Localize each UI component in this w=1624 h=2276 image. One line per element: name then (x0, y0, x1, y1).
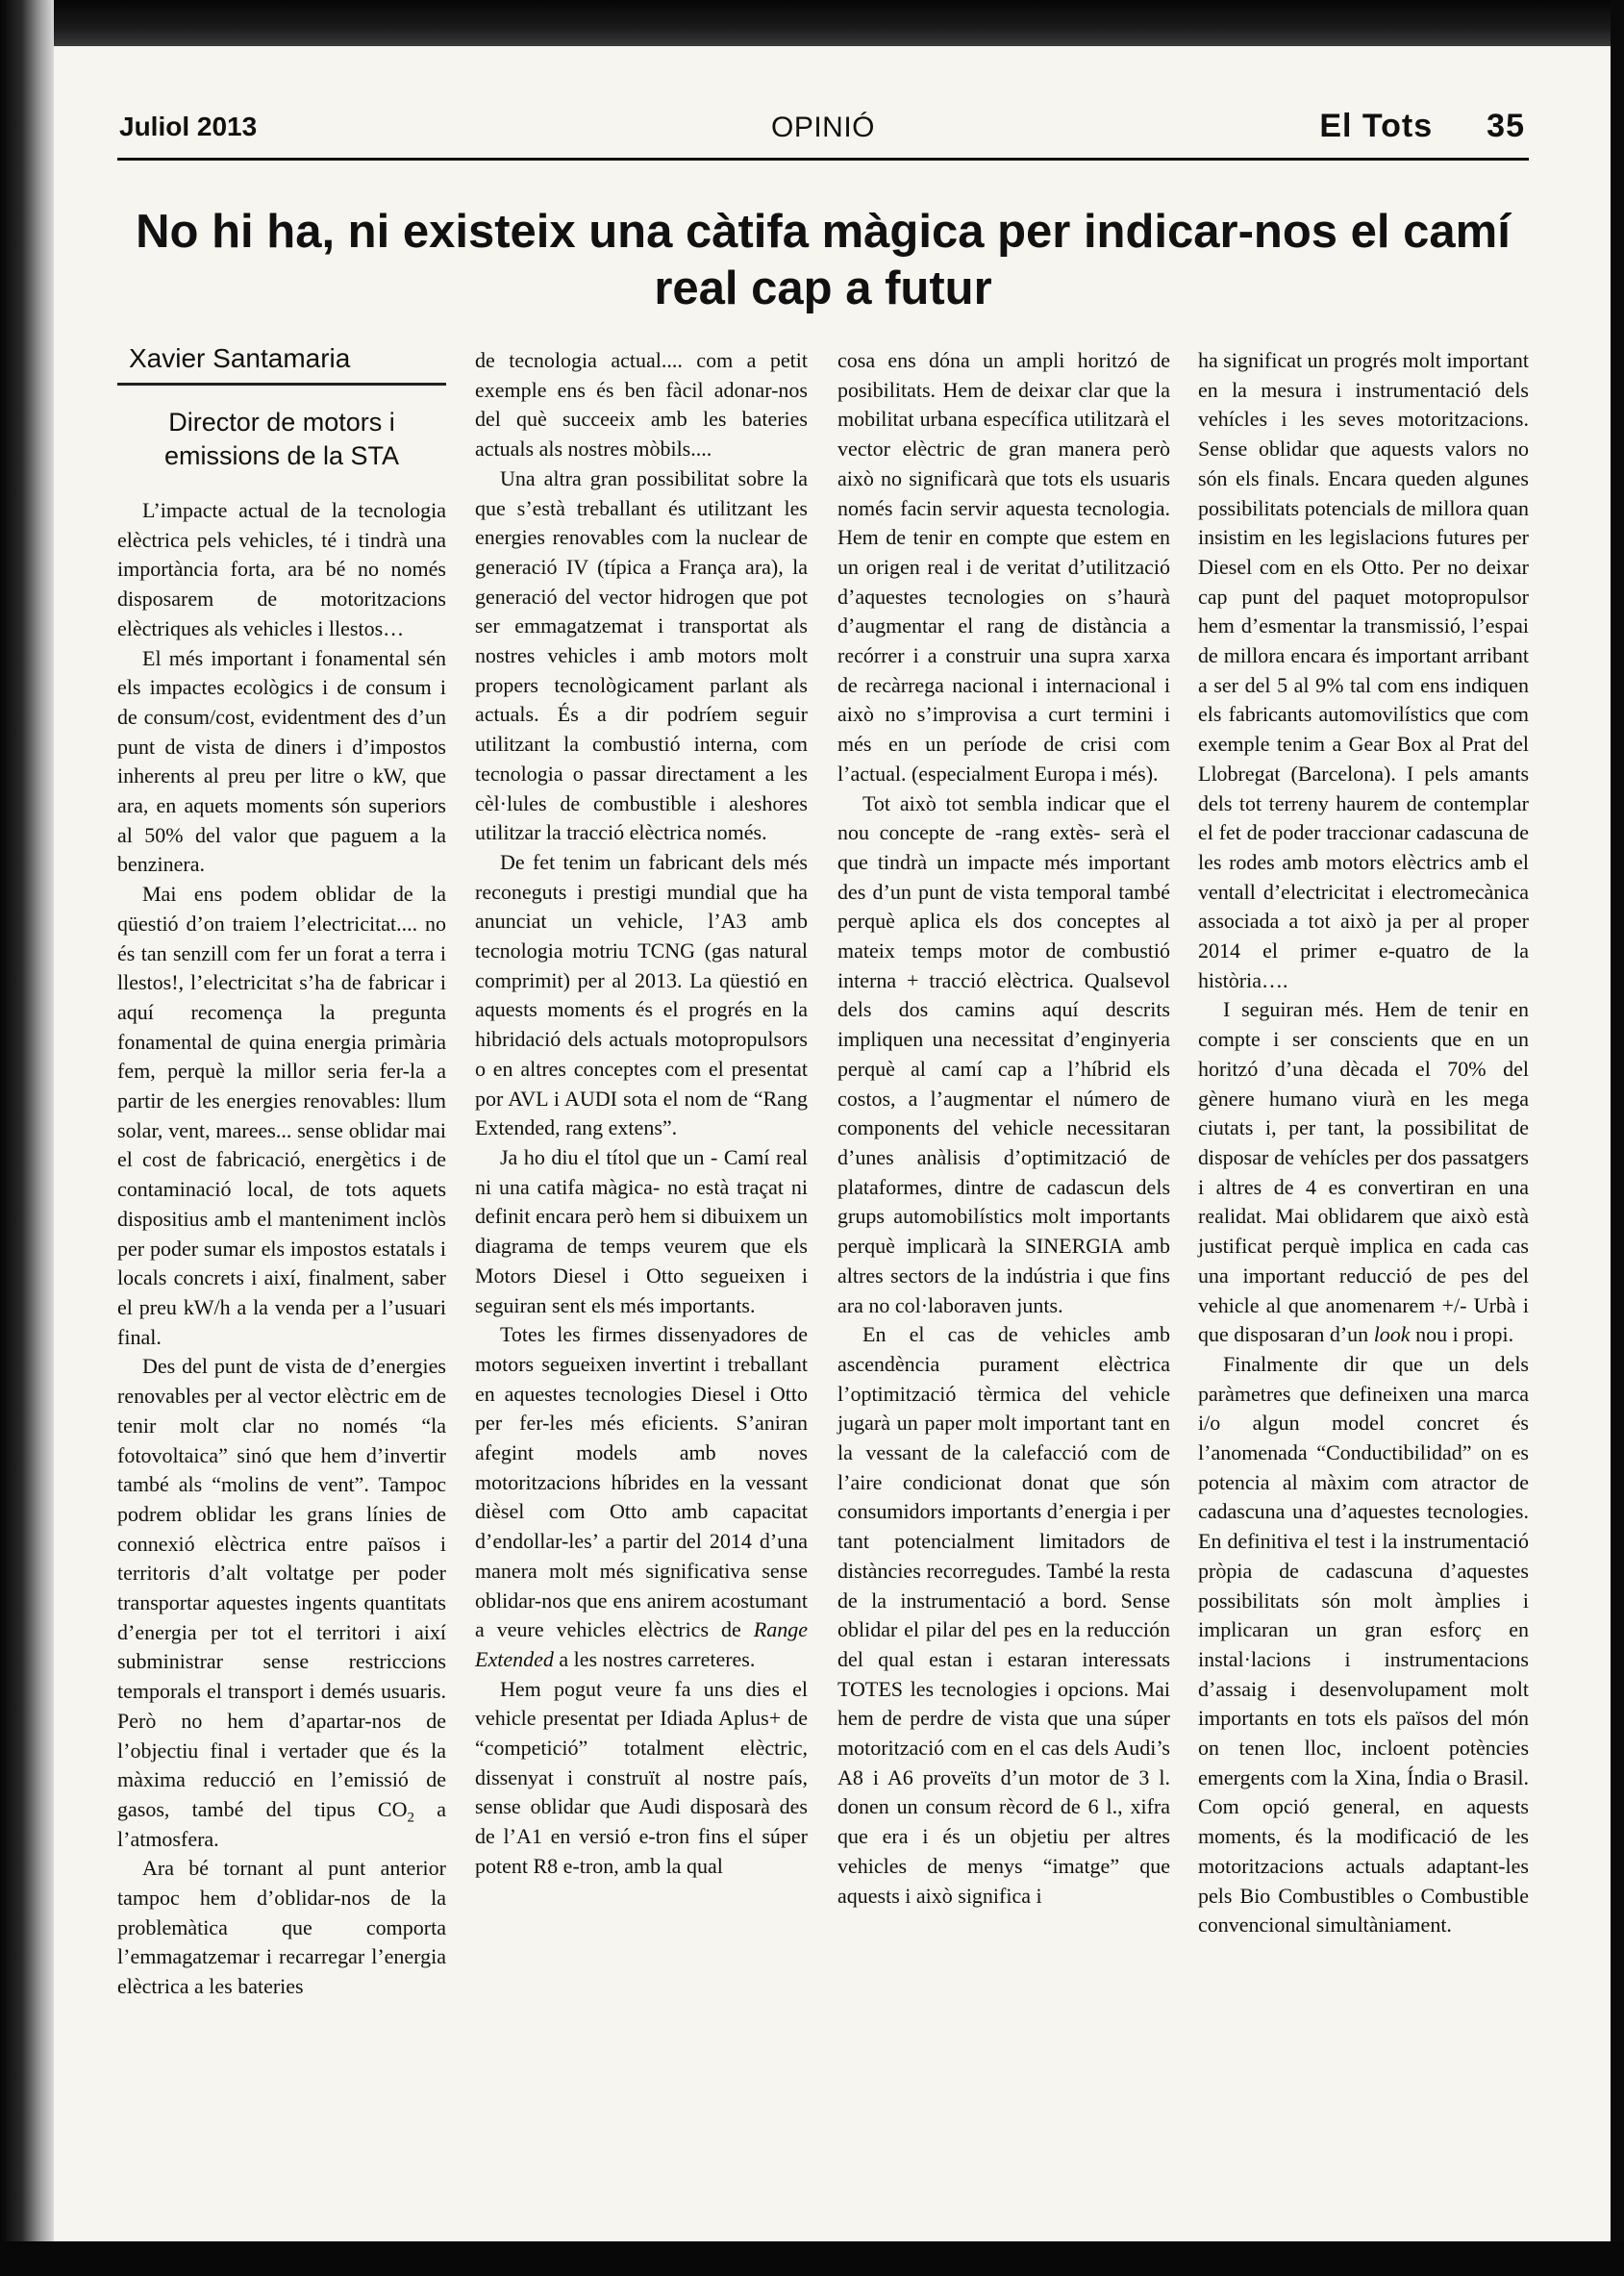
author-name: Xavier Santamaria (129, 343, 351, 373)
paragraph: L’impacte actual de la tecnologia elèctrica pels vehicles, té i tindrà una importància forta, ara bé no només disposarem de motoritzacions elèctriques als vehicles i llestos… (117, 498, 446, 640)
paragraph-text: Totes les firmes dissenyadores de motors segueixen invertint i treballant en aquestes tecnologies Diesel i Otto per fer-les més eficients. S’aniran afegint models amb noves motoritzacions híbrides en la vessant dièsel com Otto amb capacitat d’endollar-les’ a partir del 2014 d’una manera molt més significativa sense oblidar-nos que ens anirem acostumant a veure vehicles elèctrics de (475, 1322, 808, 1642)
paragraph: De fet tenim un fabricant dels més reconeguts i prestigi mundial que ha anunciat un vehicle, l’A3 amb tecnologia motriu TCNG (gas natural comprimit) per al 2013. La qüestió en aquests moments és el progrés en la hibridació dels actuals motopropulsors o en altres conceptes com el presentat por AVL i AUDI sota el nom de “Rang Extended, rang extens”. (475, 849, 808, 1140)
scan-border-right (1611, 0, 1624, 2276)
author-role: Director de motors i emissions de la STA (163, 408, 400, 471)
paragraph-text: Des del punt de vista de d’energies renovables per al vector elèctric em de tenir molt clar no només “la fotovoltaica” sinó que hem d’invertir també als “molins de vent”. Tampoc podrem oblidar les grans línies de connexió elèctrica entre països i territoris d’alt voltatge per poder transportar aquestes ingents quantitats d’energia per tot el territori i així subministrar sense restriccions temporals el transport i demés usuaris. Però no hem d’apartar-nos de l’objectiu final i vertader que és la màxima reducció en l’emissió de gasos, també del tipus CO (117, 1354, 446, 1821)
byline (117, 342, 446, 386)
paragraph-text: a les nostres carreteres. (553, 1646, 756, 1671)
article-column-2 (475, 346, 808, 1882)
paragraph: Tot això tot sembla indicar que el nou concepte de -rang extès- serà el que tindrà un impacte més important des d’un punt de vista temporal també perquè aplica els dos conceptes al mateix temps motor de combustió interna + tracció elèctrica. Qualsevol dels dos camins aquí descrits impliquen una necessitat d’enginyeria perquè al camí cap a l’híbrid els costos, a l’augmentar el número de components del vehicle necessitaran d’unes anàlisis d’optimització de plataformes, dintre de cadascun dels grups automobilístics molt importants perquè implicarà la SINERGIA amb altres sectors de la indústria i que fins ara no col·laboraven junts. (837, 790, 1170, 1317)
paragraph-text: I seguiran més. Hem de tenir en compte i ser conscients que en un horitzó d’una dècada el 70% del gènere humano viurà en les mega ciutats i, per tant, la possibilitat de disposar de vehícles per dos passatgers i altres de 4 es convertiran en una realidat. Mai oblidarem que això està justificat perquè implica en cada cas una important reducció de pes del vehicle al que anomenarem +/- Urbà i que disposaran d’un (1198, 997, 1529, 1347)
paragraph-text: a l’atmosfera. (117, 1796, 447, 1851)
article-headline: No hi ha, ni existeix una càtifa màgica per indicar-nos el camí real cap a futur (136, 206, 1511, 314)
paragraph: Finalmente dir que un dels paràmetres que defineixen una marca i/o algun model concret és l’anomenada “Conductibilidad” on es potencia al màxim com atractor de cadascuna una d’aquestes tecnologies. En definitiva el test i la instrumentació pròpia de cadascuna d’aquestes possibilitats són molt àmplies i implicaran un gran esforç en instal·lacions i instrumentacions d’assaig i desenvolupament molt importants en tots els països del món on tenen lloc, incloent potències emergents com la Xina, Índia o Brasil. Com opció general, en aquests moments, és la modificació de les motoritzacions actuals adaptant-les pels Bio Combustibles o Combustible convencional simultàniament. (1198, 1351, 1529, 1938)
paragraph: Una altra gran possibilitat sobre la que s’està treballant és utilitzant les energies renovables com la nuclear de generació IV (típica a França ara), la generació del vector hidrogen que pot ser emmagatzemat i transportat als nostres vehicles i amb motors molt propers tecnològicament parlant als actuals. És a dir podríem seguir utilitzant la combustió interna, com tecnologia o passar directament a les cèl·lules de combustible i aleshores utilitzar la tracció elèctrica només. (475, 465, 808, 845)
paragraph: Hem pogut veure fa uns dies el vehicle presentat per Idiada Aplus+ de “competició” totalment elèctric, dissenyat i construït al nostre país, sense oblidar que Audi disposarà des de l’A1 en versió e-tron fins el súper potent R8 e-tron, amb la qual (475, 1676, 808, 1878)
paragraph: Mai ens podem oblidar de la qüestió d’on traiem l’electricitat.... no és tan senzill com fer un forat a terra i llestos!, l’electricitat s’ha de fabricar i aquí recomença la pregunta fonamental de quina energia primària fem, perquè la millor seria fer-la a partir de les energies renovables: llum solar, vent, marees... sense oblidar mai el cost de fabricació, energètics i de contaminació local, de tots aquets dispositius amb el manteniment inclòs per poder sumar els impostos estatals i locals concrets i així, finalment, saber el preu kW/h a la venda per a l’usuari final. (117, 882, 446, 1349)
emphasis: look (1373, 1322, 1411, 1347)
paragraph: Ara bé tornant al punt anterior tampoc hem d’oblidar-nos de la problemàtica que comporta l’emmagatzemar i recarregar l’energia elèctrica a les bateries (117, 1856, 446, 1999)
paragraph (475, 1320, 808, 1674)
article-column-4 (1198, 346, 1529, 1940)
article-column-3 (837, 346, 1170, 1911)
paragraph-continued: de tecnologia actual.... com a petit exemple ens és ben fàcil adonar-nos del què succeeix amb les bateries actuals als nostres mòbils.... (475, 348, 808, 462)
paragraph-text: nou i propi. (1410, 1322, 1514, 1347)
paragraph: En el cas de vehicles amb ascendència purament elèctrica l’optimització tèrmica del vehicle jugarà un paper molt important tant en la vessant de la calefacció com de l’aire condicionat donat que són consumidors importants d’energia i per tant potencialment limitadors de distàncies recorregudes. També la resta de la instrumentació a bord. Sense oblidar el pilar del pes en la reducción del qual estan i estaran interessats TOTES les tecnologies i opcions. Mai hem de perdre de vista que una súper motorització com en el cas dels Audi’s A8 i A6 proveïts d’un motor de 3 l. donen un consum rècord de 6 l., xifra que era i és un objetiu per altres vehicles de menys “imatge” que aquests i això significa i (837, 1322, 1170, 1908)
paragraph: El més important i fonamental sén els impactes ecològics i de consum i de consum/cost, evidentment des d’un punt de vista de diners i d’impostos inherents al preu per litre o kW, que ara, en aquets moments són superiors al 50% del valor que paguem a la benzinera. (117, 645, 446, 877)
scan-border-top (0, 0, 1624, 46)
issue-date: Juliol 2013 (119, 112, 258, 141)
subscript: 2 (407, 1810, 414, 1826)
scan-border-left (0, 0, 54, 2276)
paragraph (117, 1352, 446, 1854)
page-number: 35 (1487, 108, 1525, 144)
paragraph: Ja ho diu el títol que un - Camí real ni una catifa màgica- no està traçat ni definit encara però hem si dibuixem un diagrama de temps veurem que els Motors Diesel i Otto segueixen i seguiran sent els més importants. (475, 1144, 808, 1317)
page-header (117, 108, 1529, 161)
section-title: OPINIÓ (770, 112, 875, 143)
publication-name: El Tots (1319, 108, 1434, 144)
paragraph-continued: cosa ens dóna un ampli horitzó de posibilitats. Hem de deixar clar que la mobilitat urbana específica utilitzarà el vector elèctric de gran manera però això no significarà que tots els usuaris només facin servir aquesta tecnologia. Hem de tenir en compte que estem en un origen real i de veritat d’utilització d’aquestes tecnologies on s’haurà d’augmentar el rang de distància a recórrer i a construir una supra xarxa de recàrrega nacional i internacional i això no s’improvisa a curt termini i més en un període de crisi com l’actual. (especialment Europa i més). (837, 348, 1170, 786)
scan-border-bottom (0, 2241, 1624, 2276)
article-column-1 (117, 496, 446, 2002)
emphasis: Range Extended (475, 1617, 808, 1671)
header-right (1319, 108, 1525, 145)
paragraph-continued: ha significat un progrés molt important en la mesura i instrumentació dels vehícles i les seves motoritzacions. Sense oblidar que aquests valors no són els finals. Encara queden algunes possibilitats potencials de millora quan insistim en les legislacions futures per Diesel com en els Otto. Per no deixar cap punt del paquet motopropulsor hem d’esmentar la transmissió, l’espai de millora encara és important arribant a ser del 5 al 9% tal com ens indiquen els fabricants automovilístics que com exemple tenim a Gear Box al Prat del Llobregat (Barcelona). I pels amants dels tot terreny haurem de contemplar el fet de poder traccionar cadascuna de les rodes amb motors elèctrics amb el ventall d’electricitat i electromecànica associada a tot això ja per al proper 2014 el primer e-quatro de la història…. (1198, 348, 1529, 992)
paragraph (1198, 995, 1529, 1349)
